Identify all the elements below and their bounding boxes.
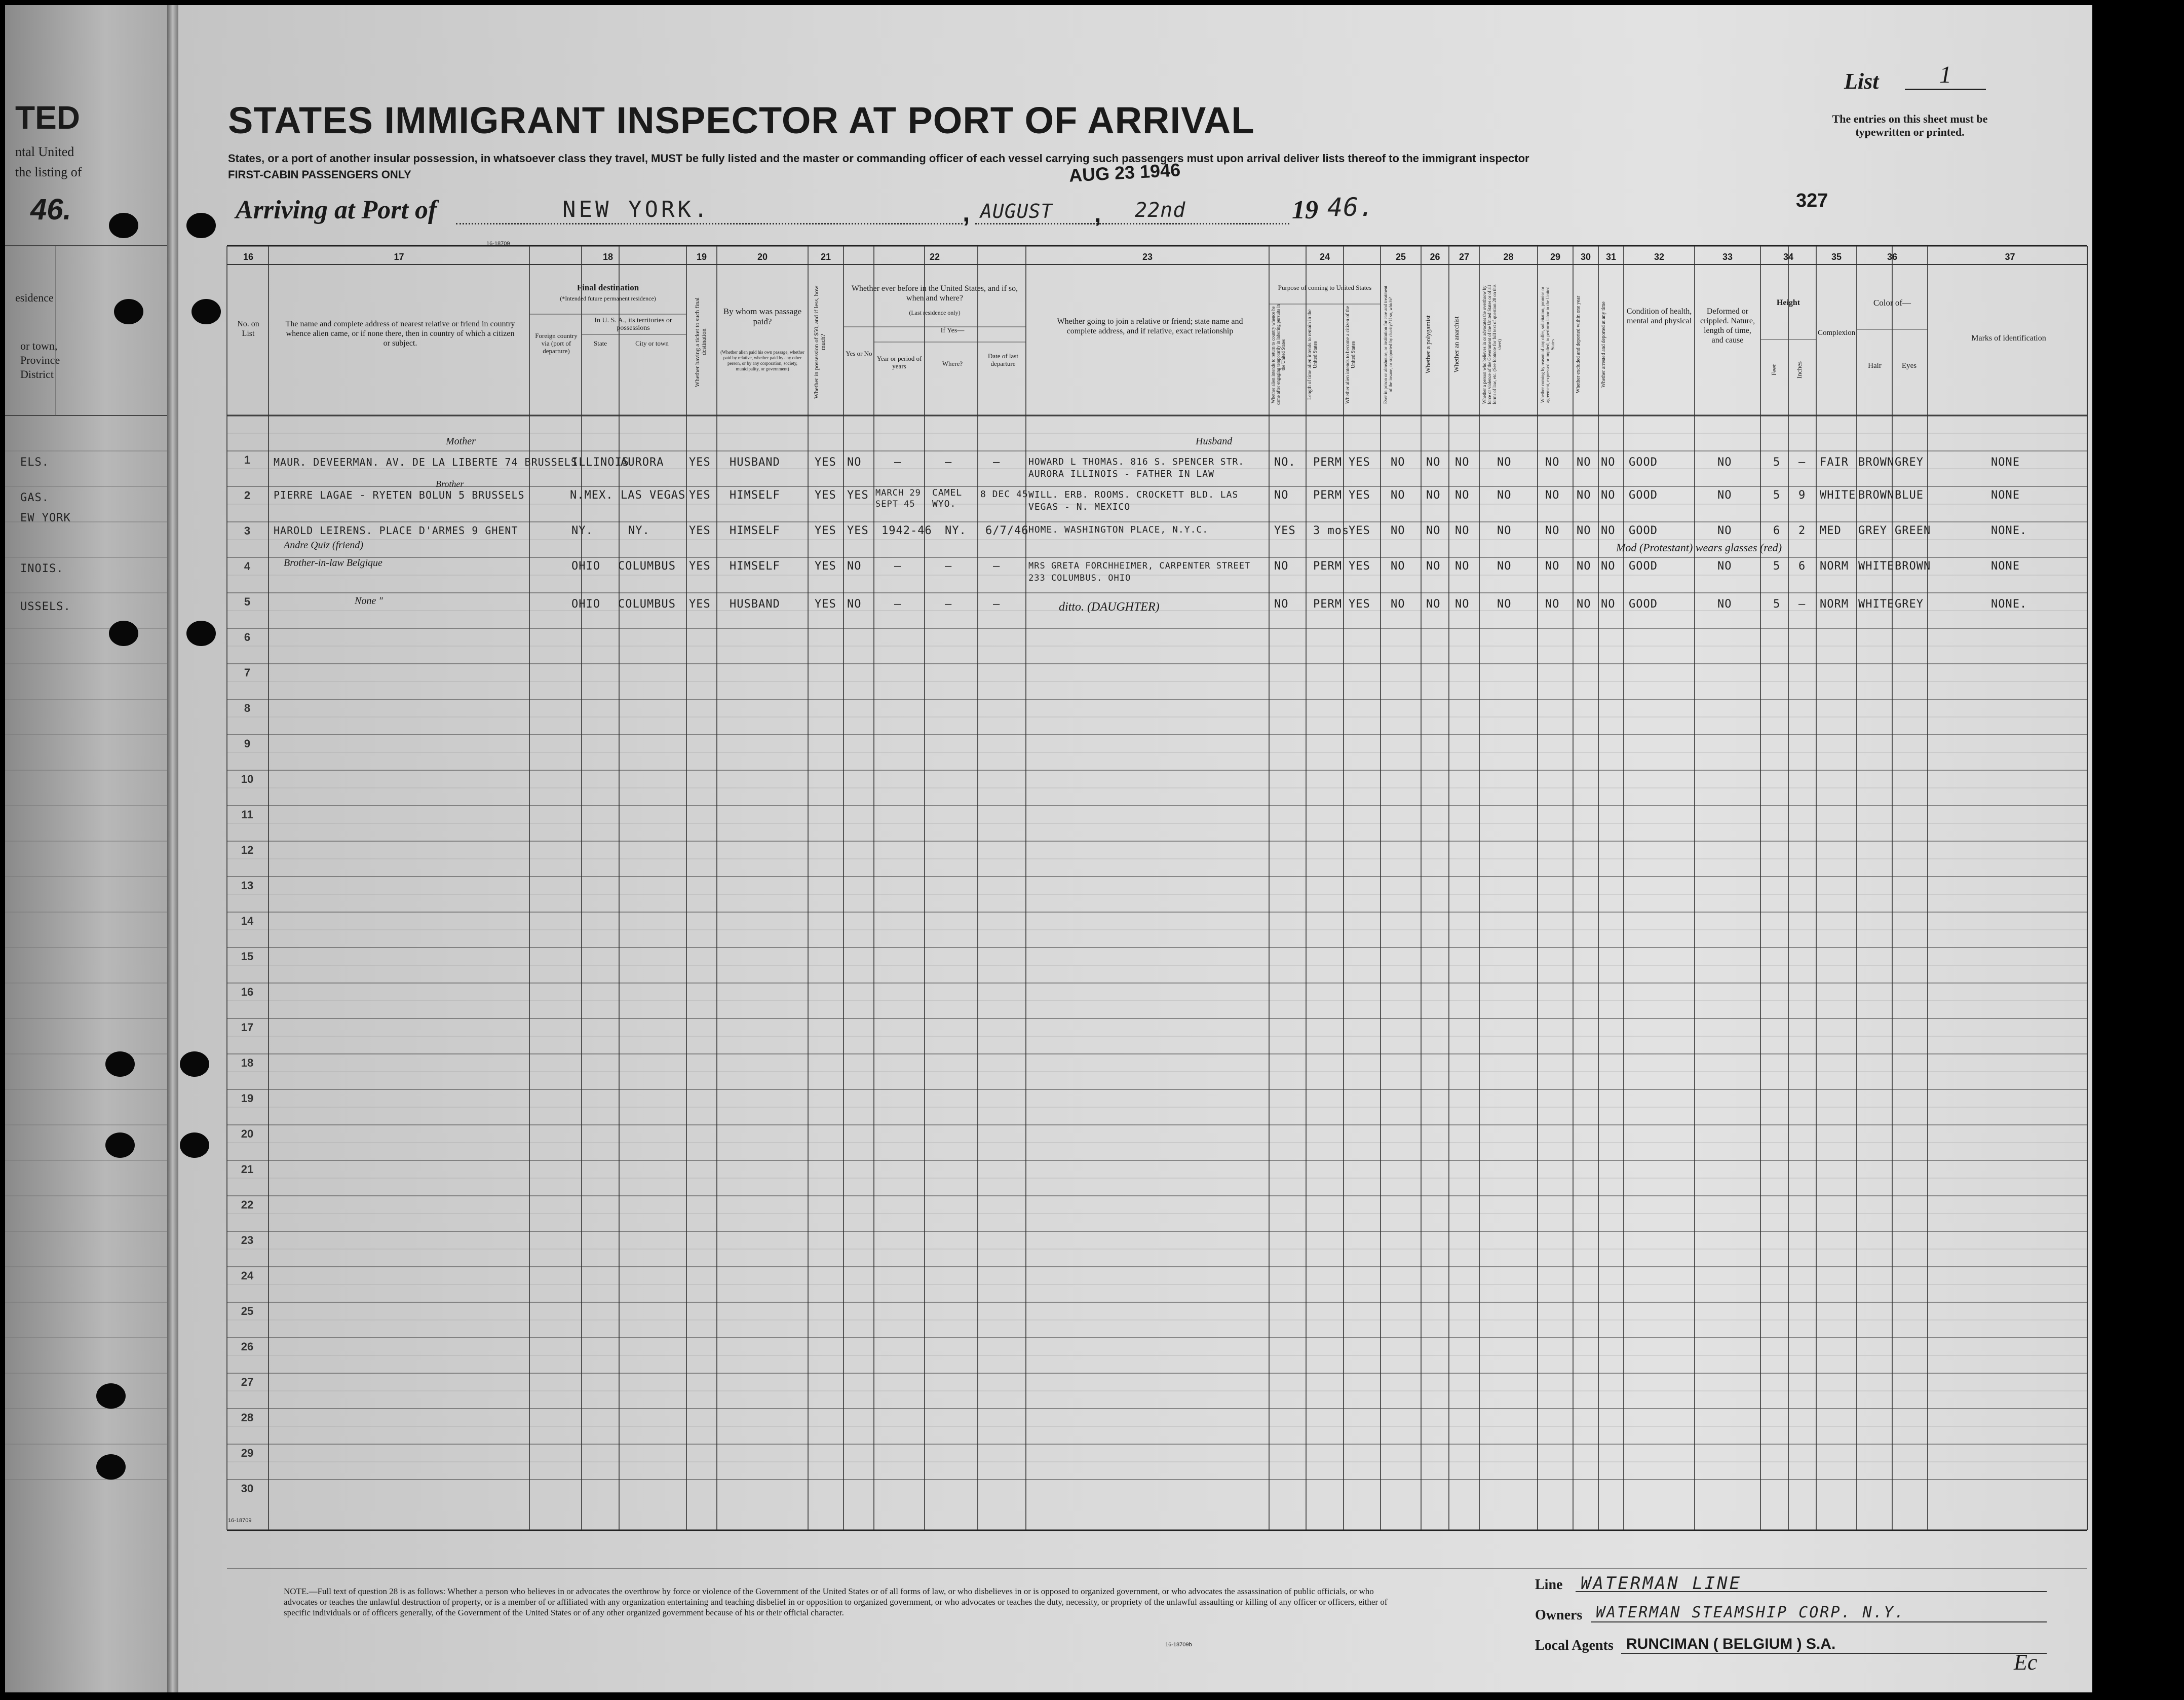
row1-health: GOOD	[1629, 456, 1658, 469]
row3-relative-note: Andre Quiz (friend)	[284, 540, 364, 551]
row4-c31: NO	[1601, 560, 1616, 573]
left-sub-2: Province	[20, 354, 60, 366]
row4-ticket: YES	[689, 560, 711, 573]
row-number: 9	[244, 737, 251, 750]
row5-c24c: YES	[1349, 598, 1370, 611]
agents-value: RUNCIMAN ( BELGIUM ) S.A.	[1626, 1636, 1836, 1652]
row3-c31: NO	[1601, 524, 1616, 537]
row3-where: NY.	[945, 524, 967, 537]
row5-inches: —	[1798, 598, 1806, 611]
owners-underline	[1591, 1621, 2047, 1622]
row5-deformed: NO	[1717, 598, 1732, 611]
row5-hair: WHITE	[1858, 598, 1895, 611]
punch-hole	[180, 1132, 209, 1158]
row3-marks: NONE.	[1991, 524, 2027, 537]
row-number: 14	[241, 915, 254, 927]
row2-where: CAMEL WYO.	[932, 487, 963, 509]
row2-departed: 8 DEC 45	[980, 489, 1028, 500]
row3-city: NY.	[628, 524, 650, 537]
row1-paid: HUSBAND	[730, 456, 780, 469]
col-18-state: State	[594, 339, 607, 347]
left-entry-3: EW YORK	[20, 512, 71, 524]
row4-c24b: PERM	[1313, 560, 1342, 573]
col-36-hair: Hair	[1868, 362, 1882, 370]
col-19-number: 19	[696, 252, 707, 262]
row4-state: OHIO	[571, 560, 600, 573]
row-number: 7	[244, 666, 251, 679]
comma-1: ,	[963, 198, 970, 228]
row5-where: —	[945, 598, 952, 611]
row3-money: YES	[815, 524, 836, 537]
col-24b-label: Length of time alien intends to remain in the United States	[1307, 309, 1318, 400]
row3-feet: 6	[1773, 524, 1781, 537]
row5-c24a: NO	[1274, 598, 1289, 611]
row1-years: —	[894, 456, 902, 469]
row3-c24c: YES	[1349, 524, 1370, 537]
agents-underline	[1621, 1653, 2047, 1654]
row1-c28: NO	[1497, 456, 1512, 469]
row5-years: —	[894, 598, 902, 611]
row-number: 23	[241, 1234, 254, 1246]
row4-marks: NONE	[1991, 560, 2020, 573]
punch-hole	[109, 621, 138, 646]
col-32-number: 32	[1654, 252, 1665, 262]
row3-c24a: YES	[1274, 524, 1296, 537]
row5-money: YES	[815, 598, 836, 611]
month-value: AUGUST	[980, 200, 1053, 222]
punch-hole	[96, 1383, 126, 1409]
row1-deformed: NO	[1717, 456, 1732, 469]
row2-relative-note: Brother	[436, 479, 464, 489]
row2-c28: NO	[1497, 489, 1512, 502]
col-18-foreign: Foreign country via (port of departure)	[535, 332, 578, 355]
row4-paid: HIMSELF	[730, 560, 780, 573]
row-number: 18	[241, 1056, 254, 1069]
row4-city: COLUMBUS	[618, 560, 676, 573]
row4-eyes: BROWN	[1895, 560, 1931, 573]
row4-c24c: YES	[1349, 560, 1370, 573]
row1-hair: BROWN	[1858, 456, 1895, 469]
row4-c24a: NO	[1274, 560, 1289, 573]
row2-paid: HIMSELF	[730, 489, 780, 502]
left-year-fragment: 46.	[30, 193, 71, 226]
list-label: List	[1844, 69, 1879, 94]
row-number: 15	[241, 950, 254, 963]
list-number: 1	[1905, 61, 1986, 90]
punch-hole	[191, 299, 221, 324]
col-23-number: 23	[1142, 252, 1153, 262]
col-34-feet: Feet	[1770, 364, 1778, 376]
row1-relative-note: Mother	[446, 436, 476, 447]
col-18-number: 18	[602, 252, 614, 262]
row3-c29: NO	[1545, 524, 1560, 537]
col-24a-label: Whether alien intends to return to country whence he came after engaging temporarily in laboring pursuits in the United States	[1271, 304, 1286, 405]
row4-deformed: NO	[1717, 560, 1732, 573]
punch-hole	[180, 1051, 209, 1077]
row1-feet: 5	[1773, 456, 1781, 469]
left-sub-3: District	[20, 368, 54, 381]
row5-ticket: YES	[689, 598, 711, 611]
row2-city: LAS VEGAS	[621, 489, 686, 502]
row2-before: YES	[847, 489, 869, 502]
row-number: 12	[241, 844, 254, 856]
port-value: NEW YORK.	[562, 197, 711, 222]
row1-c24c: YES	[1349, 456, 1370, 469]
page-title: STATES IMMIGRANT INSPECTOR AT PORT OF ARRIVAL	[228, 99, 1255, 141]
class-line: FIRST-CABIN PASSENGERS ONLY	[228, 168, 411, 181]
row4-health: GOOD	[1629, 560, 1658, 573]
row5-c29: NO	[1545, 598, 1560, 611]
col-33-number: 33	[1722, 252, 1733, 262]
col-28-label: Whether a person who believes in or advocates the overthrow by force or violence of the Government of the United States or of all forms of law, etc. (See footnote for full text of question 28 on this sheet)	[1482, 284, 1502, 405]
row1-relative: MAUR. DEVEERMAN. AV. DE LA LIBERTE 74 BRUSSELS.	[274, 456, 584, 468]
row-number: 24	[241, 1269, 254, 1282]
col-28-number: 28	[1503, 252, 1514, 262]
row-number: 29	[241, 1447, 254, 1459]
row5-state: OHIO	[571, 598, 600, 611]
left-title-fragment: TED	[15, 99, 80, 136]
punch-hole	[105, 1051, 135, 1077]
line-label: Line	[1535, 1577, 1563, 1593]
col-20-label: By whom was passage paid?	[723, 307, 802, 326]
row1-c25: NO	[1391, 456, 1405, 469]
col-34-label: Height	[1776, 298, 1800, 307]
row2-complexion: WHITE	[1820, 489, 1856, 502]
row-number: 19	[241, 1092, 254, 1105]
row3-state: NY.	[571, 524, 593, 537]
row1-ticket: YES	[689, 456, 711, 469]
row2-c24b: PERM	[1313, 489, 1342, 502]
row2-feet: 5	[1773, 489, 1781, 502]
punch-hole	[105, 1132, 135, 1158]
col-36-eyes: Eyes	[1901, 362, 1917, 370]
year-suffix: 46.	[1327, 193, 1375, 222]
agents-label: Local Agents	[1535, 1638, 1614, 1653]
col-20-number: 20	[757, 252, 768, 262]
col-21-number: 21	[820, 252, 831, 262]
row2-c24a: NO	[1274, 489, 1289, 502]
row3-deformed: NO	[1717, 524, 1732, 537]
col-37-label: Marks of identification	[1971, 334, 2046, 343]
col-20-note: (Whether alien paid his own passage, whether paid by relative, whether paid by any other person, or by any corporation, society, municipality, or government)	[720, 350, 804, 371]
col-18-subhead: In U. S. A., its territories or possessions	[594, 317, 672, 332]
row3-paid: HIMSELF	[730, 524, 780, 537]
row2-marks: NONE	[1991, 489, 2020, 502]
col-29-label: Whether coming by reason of any offer, solicitation, promise or agreement, expressed or implied, to perform labor in the United States	[1540, 286, 1555, 403]
footnote-question-28: NOTE.—Full text of question 28 is as follows: Whether a person who believes in or advocates the overthrow by force or violence of the Government of the United States or of all forms of law, or who disbelieves in or is opposed to organized government, or who advocates the assassination of public officials, or who advocates or teaches the unlawful destruction of property, or is a member of or affiliated with any organization entertaining and teaching disbelief in or opposition to organized government, or who advocates or teaches the duty, necessity, or propriety of the unlawful assaulting or killing of any officer or officers, either of specific individuals or of officers generally, of the Government of the United States or of any other organized government because of his or their official character.	[284, 1586, 1388, 1617]
row1-where: —	[945, 456, 952, 469]
row3-c25: NO	[1391, 524, 1405, 537]
col-26-label: Whether a polygamist	[1424, 315, 1432, 374]
row5-c30: NO	[1577, 598, 1591, 611]
row1-city: AURORA	[621, 456, 664, 469]
row5-departed: —	[993, 598, 1001, 611]
row-number: 28	[241, 1411, 254, 1424]
row5-eyes: GREY	[1895, 598, 1924, 611]
row-number: 30	[241, 1482, 254, 1495]
row2-eyes: BLUE	[1895, 489, 1924, 502]
col-17-label: The name and complete address of nearest relative or friend in country whence alien came, or if none there, then in country of which a citizen or subject.	[285, 320, 515, 348]
owners-label: Owners	[1535, 1607, 1583, 1623]
row3-joining: HOME. WASHINGTON PLACE, N.Y.C.	[1028, 524, 1209, 535]
row3-hair: GREY	[1858, 524, 1887, 537]
col-23-label: Whether going to join a relative or friend; state name and complete address, and if relative, exact relationship	[1057, 317, 1243, 335]
col-19-label: Whether having a ticket to such final destination	[694, 297, 707, 387]
row-number: 13	[241, 879, 254, 892]
row3-c28: NO	[1497, 524, 1512, 537]
row5-joining: ditto. (DAUGHTER)	[1059, 600, 1160, 614]
row2-hair: BROWN	[1858, 489, 1895, 502]
row3-relative: HAROLD LEIRENS. PLACE D'ARMES 9 GHENT	[274, 524, 518, 537]
page-subtitle: States, or a port of another insular possession, in whatsoever class they travel, MUST be fully listed and the master or commanding officer of each vessel carrying such passengers must upon arrival deliver lists thereof to the immigrant inspector	[228, 152, 1529, 165]
row4-c28: NO	[1497, 560, 1512, 573]
col-34-inches: Inches	[1795, 361, 1803, 379]
row5-c25: NO	[1391, 598, 1405, 611]
corner-mark: Ec	[2014, 1650, 2038, 1675]
col-30-number: 30	[1580, 252, 1591, 262]
row4-departed: —	[993, 560, 1001, 573]
row1-inches: —	[1798, 456, 1806, 469]
punch-hole	[186, 621, 216, 646]
col-18-note: (*Intended future permanent residence)	[560, 295, 656, 302]
punch-hole	[186, 213, 216, 238]
row-number: 5	[244, 595, 251, 608]
row1-departed: —	[993, 456, 1001, 469]
row2-joining: WILL. ERB. ROOMS. CROCKETT BLD. LAS VEGAS - N. MEXICO	[1028, 489, 1239, 512]
col-18-label: Final destination	[577, 283, 639, 292]
day-value: 22nd	[1135, 199, 1186, 222]
col-36-number: 36	[1887, 252, 1898, 262]
col-16-label: No. on List	[237, 320, 259, 338]
punch-hole	[109, 213, 138, 238]
row2-c24c: YES	[1349, 489, 1370, 502]
row4-c26: NO	[1426, 560, 1441, 573]
row5-feet: 5	[1773, 598, 1781, 611]
row2-inches: 9	[1798, 489, 1806, 502]
row2-money: YES	[815, 489, 836, 502]
col-16-number: 16	[243, 252, 254, 262]
row5-c28: NO	[1497, 598, 1512, 611]
row3-years: 1942-46	[882, 524, 932, 537]
row1-marks: NONE	[1991, 456, 2020, 469]
row5-c27: NO	[1455, 598, 1470, 611]
col-22-departed: Date of last departure	[988, 352, 1018, 367]
left-entry-1: ELS.	[20, 456, 49, 469]
row-number: 20	[241, 1127, 254, 1140]
col-22-note: (Last residence only)	[909, 309, 961, 316]
left-entry-4: INOIS.	[20, 562, 64, 575]
row-number: 25	[241, 1305, 254, 1317]
row4-relative: Brother-in-law Belgique	[284, 557, 382, 569]
row5-city: COLUMBUS	[618, 598, 676, 611]
port-underline	[456, 223, 963, 224]
row1-state: ILLINOIS	[571, 456, 629, 469]
owners-value: WATERMAN STEAMSHIP CORP. N.Y.	[1596, 1604, 1905, 1621]
form-number-top: 16-18709	[486, 241, 510, 247]
row2-c25: NO	[1391, 489, 1405, 502]
year-prefix: 19	[1292, 196, 1318, 224]
row2-c26: NO	[1426, 489, 1441, 502]
row3-c26: NO	[1426, 524, 1441, 537]
row-number: 2	[244, 489, 251, 502]
col-25-label: Ever in prison or almshouse, or institution for care and treatment of the insane, or supported by charity? If so, which?	[1383, 285, 1393, 404]
col-24c-label: Whether alien intends to become a citizen of the United States	[1345, 306, 1356, 404]
row3-health: GOOD	[1629, 524, 1658, 537]
row3-departed: 6/7/46	[985, 524, 1029, 537]
row4-feet: 5	[1773, 560, 1781, 573]
row1-eyes: GREY	[1895, 456, 1924, 469]
row4-c27: NO	[1455, 560, 1470, 573]
instructions: The entries on this sheet must be typewritten or printed.	[1832, 112, 1988, 138]
row3-before: YES	[847, 524, 869, 537]
left-entry-5: USSELS.	[20, 600, 71, 613]
row5-c26: NO	[1426, 598, 1441, 611]
row-number: 27	[241, 1376, 254, 1388]
col-24-number: 24	[1319, 252, 1330, 262]
page-number: 327	[1796, 190, 1828, 211]
col-29-number: 29	[1550, 252, 1561, 262]
col-31-number: 31	[1605, 252, 1617, 262]
row-number: 11	[241, 808, 253, 821]
row-number: 16	[241, 986, 254, 998]
col-26-number: 26	[1430, 252, 1440, 262]
row1-joining: HOWARD L THOMAS. 816 S. SPENCER STR. AURORA ILLINOIS - FATHER IN LAW	[1028, 457, 1245, 479]
row2-c27: NO	[1455, 489, 1470, 502]
row3-complexion: MED	[1820, 524, 1842, 537]
row-number: 3	[244, 524, 251, 537]
row1-complexion: FAIR	[1820, 456, 1849, 469]
row2-c30: NO	[1577, 489, 1591, 502]
row3-c30: NO	[1577, 524, 1591, 537]
row5-c31: NO	[1601, 598, 1616, 611]
row2-deformed: NO	[1717, 489, 1732, 502]
row4-complexion: NORM	[1820, 560, 1849, 573]
row1-before: NO	[847, 456, 862, 469]
row2-years: MARCH 29 SEPT 45	[875, 488, 921, 509]
row5-paid: HUSBAND	[730, 598, 780, 611]
row4-inches: 6	[1798, 560, 1806, 573]
col-22-label: Whether ever before in the United States, and if so, when and where?	[851, 284, 1018, 303]
col-22-yesno: Yes or No	[846, 350, 872, 357]
row5-health: GOOD	[1629, 598, 1658, 611]
row5-before: NO	[847, 598, 862, 611]
row4-joining: MRS GRETA FORCHHEIMER, CARPENTER STREET 233 COLUMBUS. OHIO	[1028, 561, 1251, 583]
left-entry-2: GAS.	[20, 492, 49, 504]
col-24-label: Purpose of coming to United States	[1278, 284, 1372, 291]
col-17-number: 17	[394, 252, 404, 262]
col-25-number: 25	[1395, 252, 1406, 262]
col-35-label: Complexion	[1818, 329, 1856, 337]
row5-complexion: NORM	[1820, 598, 1849, 611]
row1-c24b: PERM	[1313, 456, 1342, 469]
row3-c24b: 3 mos	[1313, 524, 1350, 537]
row4-hair: WHITE	[1858, 560, 1895, 573]
row3-eyes: GREEN	[1895, 524, 1931, 537]
left-heading: esidence	[15, 291, 54, 304]
row2-relative: PIERRE LAGAE - RYETEN BOLUN 5 BRUSSELS	[274, 489, 525, 501]
col-21-label: Whether in possession of $50, and if less, how much?	[813, 285, 826, 399]
form-code-bottom: 16-18709	[228, 1518, 252, 1524]
col-18-city: City or town	[635, 339, 669, 347]
punch-hole	[114, 299, 143, 324]
arrival-stamp: AUG 23 1946	[1068, 159, 1181, 186]
row2-health: GOOD	[1629, 489, 1658, 502]
col-27-number: 27	[1459, 252, 1470, 262]
left-sub-1: or town,	[20, 339, 58, 352]
row1-c27: NO	[1455, 456, 1470, 469]
row2-c31: NO	[1601, 489, 1616, 502]
row1-c30: NO	[1577, 456, 1591, 469]
row-number: 21	[241, 1163, 254, 1176]
row1-c29: NO	[1545, 456, 1560, 469]
col-32-label: Condition of health, mental and physical	[1626, 307, 1692, 325]
col-22-where: Where?	[942, 360, 963, 367]
col-33-label: Deformed or crippled. Nature, length of time, and cause	[1700, 307, 1755, 345]
row4-before: NO	[847, 560, 862, 573]
row3-annotation: Mod (Protestant) wears glasses (red)	[1616, 541, 1782, 554]
row4-c29: NO	[1545, 560, 1560, 573]
line-value: WATERMAN LINE	[1581, 1573, 1742, 1594]
row2-ticket: YES	[689, 489, 711, 502]
col-30-label: Whether excluded and deported within one year	[1576, 295, 1581, 394]
col-22-years: Year or period of years	[876, 355, 922, 370]
col-36-label: Color of—	[1873, 298, 1911, 308]
row4-where: —	[945, 560, 952, 573]
col-37-number: 37	[2005, 252, 2015, 262]
row5-marks: NONE.	[1991, 598, 2027, 611]
row-number: 17	[241, 1021, 254, 1034]
form-code-footer: 16-18709b	[1165, 1642, 1192, 1648]
row4-money: YES	[815, 560, 836, 573]
row1-joining-note: Husband	[1196, 436, 1233, 447]
left-line-1: ntal United	[15, 144, 74, 159]
col-35-number: 35	[1831, 252, 1842, 262]
row-number: 1	[244, 454, 251, 466]
row4-years: —	[894, 560, 902, 573]
row3-c27: NO	[1455, 524, 1470, 537]
row2-c29: NO	[1545, 489, 1560, 502]
row5-c24b: PERM	[1313, 598, 1342, 611]
left-line-2: the listing of	[15, 165, 82, 179]
col-27-label: Whether an anarchist	[1452, 316, 1460, 373]
punch-hole	[96, 1454, 126, 1480]
col-31-label: Whether arrested and deported at any time	[1601, 301, 1606, 388]
row1-c31: NO	[1601, 456, 1616, 469]
row3-ticket: YES	[689, 524, 711, 537]
row1-money: YES	[815, 456, 836, 469]
row1-c24a: NO.	[1274, 456, 1296, 469]
row3-inches: 2	[1798, 524, 1806, 537]
row4-c25: NO	[1391, 560, 1405, 573]
row-number: 22	[241, 1198, 254, 1211]
col-22-subhead: If Yes—	[940, 327, 965, 334]
row-number: 8	[244, 702, 251, 714]
row4-c30: NO	[1577, 560, 1591, 573]
col-22-number: 22	[929, 252, 940, 262]
row-number: 6	[244, 631, 251, 644]
row1-c26: NO	[1426, 456, 1441, 469]
row-number: 26	[241, 1340, 254, 1353]
row5-relative: None "	[355, 595, 383, 607]
row2-state: N.MEX.	[570, 489, 614, 502]
date-underline	[975, 223, 1289, 224]
comma-2: ,	[1094, 201, 1101, 228]
col-34-number: 34	[1783, 252, 1794, 262]
row-number: 4	[244, 560, 251, 573]
row-number: 10	[241, 773, 254, 785]
arriving-label: Arriving at Port of	[236, 196, 437, 224]
